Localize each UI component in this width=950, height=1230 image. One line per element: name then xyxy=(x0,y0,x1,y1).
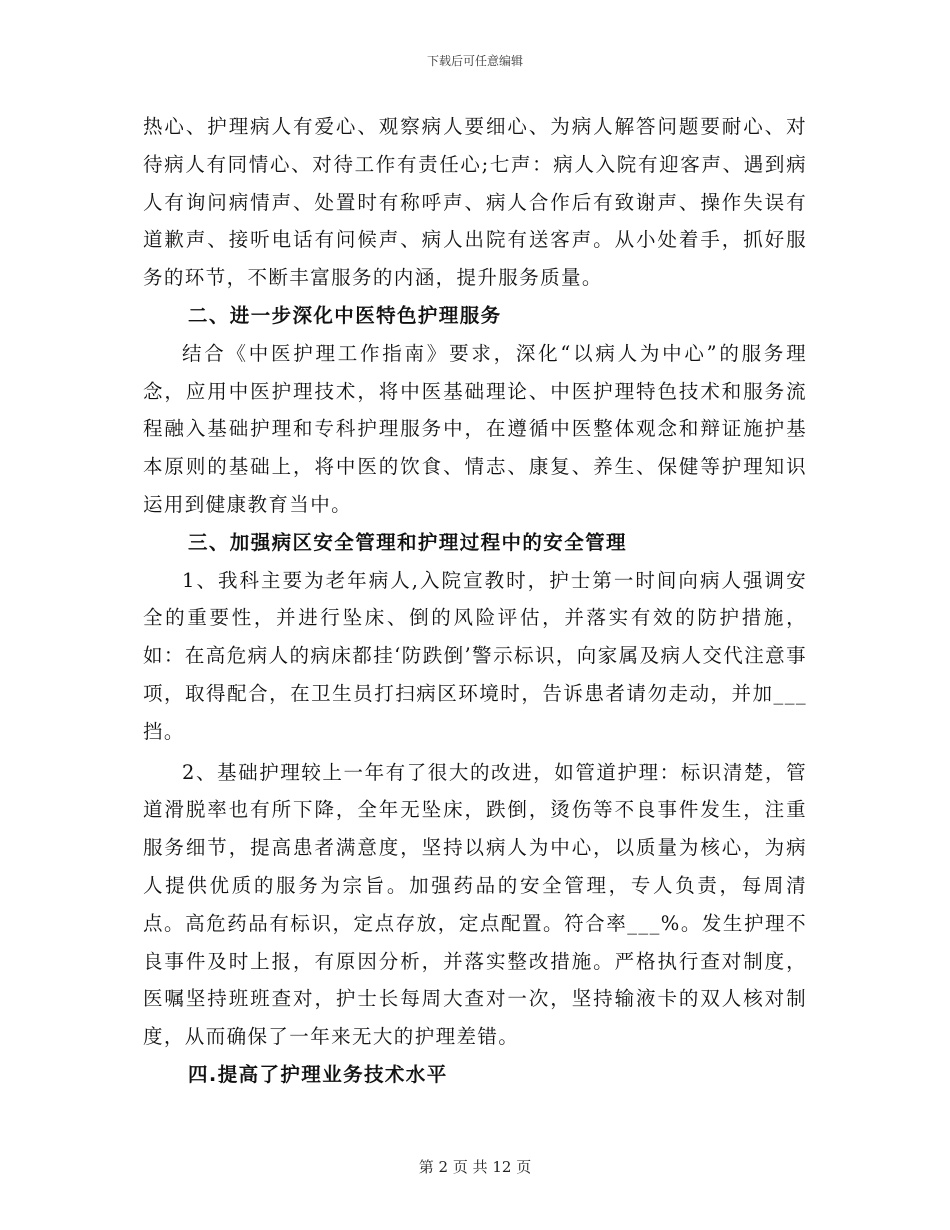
section-heading-technical-level: 四.提高了护理业务技术水平 xyxy=(188,1062,448,1086)
paragraph-service-voices: 热心、护理病人有爱心、观察病人要细心、为病人解答问题要耐心、对待病人有同情心、对待工作有责任心;七声：病人入院有迎客声、遇到病人有询问病情声、处置时有称呼声、病人合作后有致谢声、操作失误有道歉声、接听电话有问候声、病人出院有送客声。从小处着手，抓好服务的环节，不断丰富服务的内涵，提升服务质量。 xyxy=(143,115,807,290)
paragraph-fall-prevention: 1、我科主要为老年病人,入院宣教时，护士第一时间向病人强调安全的重要性，并进行坠床、倒的风险评估，并落实有效的防护措施，如：在高危病人的病床都挂‘防跌倒’警示标识，向家属及病人交代注意事项，取得配合，在卫生员打扫病区环境时，告诉患者请勿走动，并加___挡。 xyxy=(143,568,807,743)
document-body xyxy=(143,108,807,1094)
page-header-note: 下载后可任意编辑 xyxy=(426,54,523,68)
section-heading-safety-management: 三、加强病区安全管理和护理过程中的安全管理 xyxy=(188,530,627,554)
page-number-footer: 第 2 页 共 12 页 xyxy=(418,1158,532,1176)
section-heading-tcm-nursing: 二、进一步深化中医特色护理服务 xyxy=(188,303,502,327)
paragraph-tcm-nursing: 结合《中医护理工作指南》要求，深化“以病人为中心”的服务理念，应用中医护理技术，将中医基础理论、中医护理特色技术和服务流程融入基础护理和专科护理服务中，在遵循中医整体观念和辩证施护基本原则的基础上，将中医的饮食、情志、康复、养生、保健等护理知识运用到健康教育当中。 xyxy=(143,341,807,516)
paragraph-basic-nursing: 2、基础护理较上一年有了很大的改进，如管道护理：标识清楚，管道滑脱率也有所下降，全年无坠床，跌倒，烫伤等不良事件发生，注重服务细节，提高患者满意度，坚持以病人为中心，以质量为核心，为病人提供优质的服务为宗旨。加强药品的安全管理，专人负责，每周清点。高危药品有标识，定点存放，定点配置。符合率___%。发生护理不良事件及时上报，有原因分析，并落实整改措施。严格执行查对制度，医嘱坚持班班查对，护士长每周大查对一次，坚持输液卡的双人核对制度，从而确保了一年来无大的护理差错。 xyxy=(143,760,807,1049)
